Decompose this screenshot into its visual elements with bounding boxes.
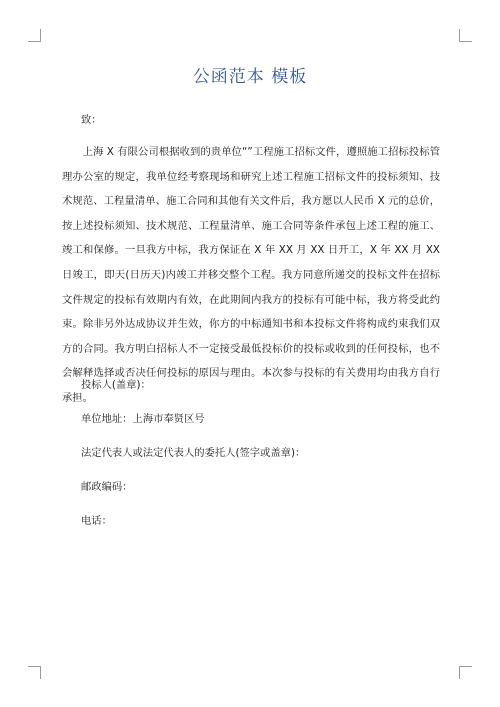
body-paragraph: 上海 X 有限公司根据收到的贵单位“”工程施工招标文件，遵照施工招标投标管理办公室的规定，我单位经考察现场和研究上述工程施工招标文件的投标须知、技术规范、工程量清单、施工合同和其他有关文件后，我方愿以人民币 X 元的总价，按上述投标须知、技术规范、工程量清单、施工合同等条件承包上述工程的施工、竣工和保修。一旦我方中标，我方保证在 X 年 XX 月 XX 日开工，X 年 XX 月 XX 日竣工，即天(日历天)内竣工并移交整个工程。我方同意所递交的投标文件在招标文件规定的投标有效期内有效，在此期间内我方的投标有可能中标，我方将受此约束。除非另外达成协议并生效，你方的中标通知书和本投标文件将构成约束我们双方的合同。我方明白招标人不一定接受最低投标价的投标或收到的任何投标，也不会解释选择或否决任何投标的原因与理由。本次参与投标的有关费用均由我方自行承担。 (62, 146, 440, 404)
salutation: 致： (81, 114, 102, 126)
field-representative: 法定代表人或法定代表人的委托人(签字或盖章)： (81, 447, 306, 459)
crop-mark-bottom-left (28, 666, 41, 679)
crop-mark-top-left (28, 29, 41, 42)
field-address: 单位地址：上海市奉贤区号 (81, 413, 205, 425)
crop-mark-top-right (459, 29, 472, 42)
crop-mark-bottom-right (459, 666, 472, 679)
document-title: 公函范本 模板 (192, 67, 308, 87)
field-bidder: 投标人(盖章)： (81, 379, 151, 391)
field-phone: 电话： (81, 515, 112, 527)
field-postcode: 邮政编码： (81, 481, 133, 493)
